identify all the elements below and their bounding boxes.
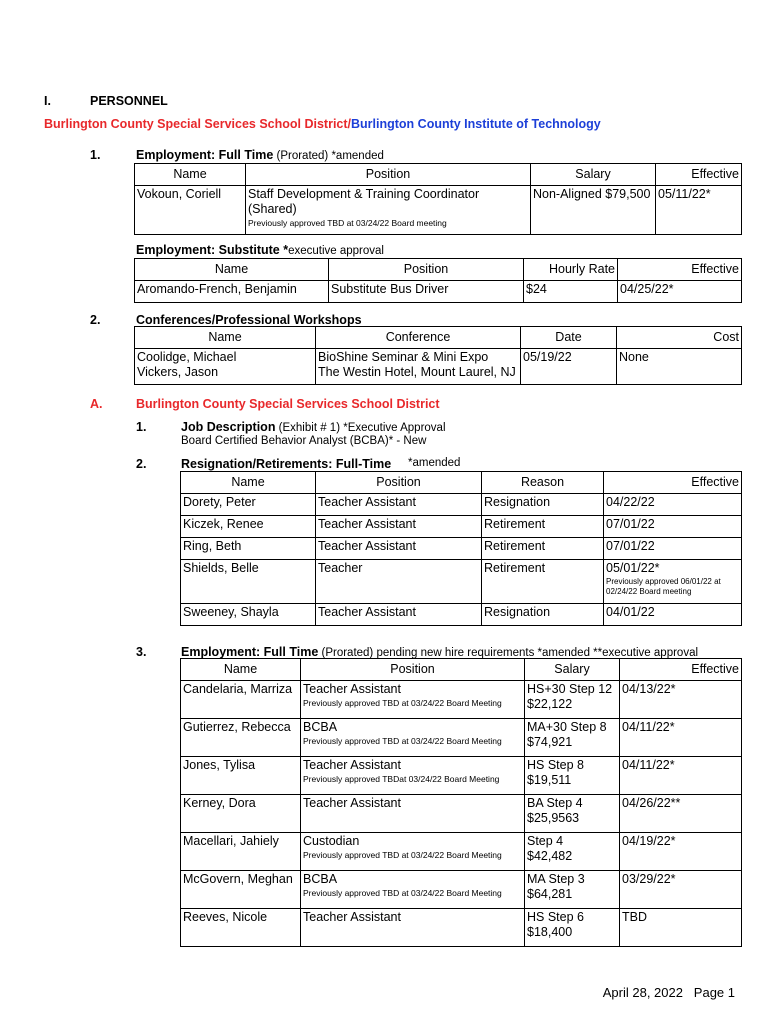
table-row — [135, 349, 742, 385]
page-footer: April 28, 2022 Page 1 — [602, 985, 735, 1000]
previous-approval-note: Previously approved TBD at 03/24/22 Board meeting — [248, 218, 447, 228]
name-cell: Vokoun, Coriell — [135, 186, 246, 235]
salary-cell — [525, 719, 620, 757]
table-header-row — [181, 659, 742, 681]
substitute-table — [134, 258, 742, 303]
name-cell: Sweeney, Shayla — [181, 604, 316, 626]
previous-approval-note: Previously approved TBD at 03/24/22 Board Meeting — [303, 736, 502, 746]
employment-table — [180, 658, 742, 947]
section-title: PERSONNEL — [90, 94, 168, 108]
table-row — [181, 871, 742, 909]
position-text: Teacher Assistant — [303, 796, 401, 810]
position-text: Teacher Assistant — [303, 758, 401, 772]
item1-table — [134, 163, 742, 235]
name-cell: Kerney, Dora — [181, 795, 301, 833]
position-cell: Teacher Assistant — [316, 516, 482, 538]
job-description-title: Board Certified Behavior Analyst (BCBA)* - New — [181, 435, 427, 447]
position-text: Staff Development & Training Coordinator (Shared) — [248, 187, 480, 216]
salary-cell — [525, 871, 620, 909]
reason-cell: Retirement — [482, 538, 604, 560]
table-row — [181, 833, 742, 871]
substitute-heading: Employment: Substitute * — [136, 243, 289, 257]
effective-cell: 04/01/22 — [604, 604, 742, 626]
column-header: Position — [246, 164, 531, 186]
position-cell — [301, 871, 525, 909]
position-cell — [301, 909, 525, 947]
table-header-row — [181, 472, 742, 494]
position-cell: Teacher — [316, 560, 482, 604]
reason-cell: Retirement — [482, 560, 604, 604]
resignations-qualifier: *amended — [408, 457, 461, 469]
substitute-qualifier: executive approval — [288, 245, 384, 257]
district-line-part1: Burlington County Special Services School District/ — [44, 117, 352, 131]
column-header: Effective — [656, 164, 742, 186]
table-row — [181, 516, 742, 538]
table-row — [181, 757, 742, 795]
salary-cell — [525, 795, 620, 833]
salary-step: BA Step 4 — [527, 796, 583, 810]
column-header: Name — [135, 259, 329, 281]
table-row — [181, 494, 742, 516]
name-cell: Aromando-French, Benjamin — [135, 281, 329, 303]
job-description-heading: Job Description — [181, 420, 276, 434]
job-description-detail: (Exhibit # 1) *Executive Approval — [275, 422, 446, 434]
section-a-letter: A. — [90, 397, 103, 411]
position-cell — [301, 681, 525, 719]
section-numeral: I. — [44, 94, 51, 108]
salary-step: HS Step 8 — [527, 758, 584, 772]
job-description-number: 1. — [136, 420, 147, 434]
conference-cell — [316, 349, 521, 385]
name-cell: Jones, Tylisa — [181, 757, 301, 795]
table-header-row — [135, 327, 742, 349]
column-header: Position — [301, 659, 525, 681]
effective-cell: 03/29/22* — [620, 871, 742, 909]
salary-step: MA+30 Step 8 — [527, 720, 607, 734]
employment-qualifier: (Prorated) pending new hire requirements *amended **executive approval — [318, 647, 699, 659]
section-a-title: Burlington County Special Services School District — [136, 397, 440, 411]
table-row — [181, 909, 742, 947]
previous-approval-note: Previously approved TBD at 03/24/22 Board Meeting — [303, 888, 502, 898]
employment-number: 3. — [136, 645, 147, 659]
column-header: Name — [135, 327, 316, 349]
name-cell: Macellari, Jahiely — [181, 833, 301, 871]
position-cell — [301, 795, 525, 833]
employment-heading-line — [181, 645, 698, 659]
attendee-name: Coolidge, Michael — [137, 350, 237, 364]
name-cell: McGovern, Meghan — [181, 871, 301, 909]
salary-cell: Non-Aligned $79,500 — [531, 186, 656, 235]
name-cell: Candelaria, Marriza — [181, 681, 301, 719]
position-text: Custodian — [303, 834, 360, 848]
salary-amount: $22,122 — [527, 697, 573, 711]
salary-amount: $42,482 — [527, 849, 573, 863]
reason-cell: Retirement — [482, 516, 604, 538]
item1-number: 1. — [90, 148, 101, 162]
previous-approval-note: Previously approved TBDat 03/24/22 Board Meeting — [303, 774, 500, 784]
name-cell: Dorety, Peter — [181, 494, 316, 516]
column-header: Conference — [316, 327, 521, 349]
effective-cell: 05/11/22* — [656, 186, 742, 235]
table-row — [135, 186, 742, 235]
name-cell: Ring, Beth — [181, 538, 316, 560]
column-header: Effective — [604, 472, 742, 494]
name-cell: Reeves, Nicole — [181, 909, 301, 947]
name-cell: Kiczek, Renee — [181, 516, 316, 538]
effective-cell: 04/13/22* — [620, 681, 742, 719]
effective-cell: 04/26/22** — [620, 795, 742, 833]
effective-cell: TBD — [620, 909, 742, 947]
effective-cell: 04/22/22 — [604, 494, 742, 516]
table-row — [181, 795, 742, 833]
substitute-heading-line — [136, 243, 384, 257]
conference-name: BioShine Seminar & Mini Expo — [318, 350, 489, 364]
attendee-name: Vickers, Jason — [137, 365, 219, 379]
position-text: Teacher Assistant — [303, 682, 401, 696]
previous-approval-note: Previously approved TBD at 03/24/22 Board Meeting — [303, 698, 502, 708]
effective-cell — [604, 560, 742, 604]
job-description-line — [181, 420, 446, 434]
position-cell — [246, 186, 531, 235]
salary-cell — [525, 681, 620, 719]
salary-amount: $64,281 — [527, 887, 573, 901]
position-cell: Teacher Assistant — [316, 604, 482, 626]
column-header: Position — [316, 472, 482, 494]
name-cell: Shields, Belle — [181, 560, 316, 604]
salary-cell — [525, 757, 620, 795]
item1-heading: Employment: Full Time — [136, 148, 274, 162]
resignations-heading: Resignation/Retirements: Full-Time — [181, 457, 392, 471]
table-header-row — [135, 164, 742, 186]
rate-cell: $24 — [524, 281, 618, 303]
employment-heading: Employment: Full Time — [181, 645, 319, 659]
position-text: BCBA — [303, 720, 338, 734]
column-header: Effective — [620, 659, 742, 681]
position-cell — [301, 833, 525, 871]
date-cell: 05/19/22 — [521, 349, 617, 385]
effective-cell: 07/01/22 — [604, 538, 742, 560]
column-header: Effective — [618, 259, 742, 281]
table-header-row — [135, 259, 742, 281]
column-header: Salary — [525, 659, 620, 681]
salary-step: HS+30 Step 12 — [527, 682, 613, 696]
item1-qualifier: (Prorated) *amended — [273, 150, 384, 162]
position-cell: Teacher Assistant — [316, 538, 482, 560]
resignations-table — [180, 471, 742, 626]
column-header: Hourly Rate — [524, 259, 618, 281]
position-text: Teacher Assistant — [303, 910, 401, 924]
salary-cell — [525, 833, 620, 871]
reason-cell: Resignation — [482, 604, 604, 626]
table-row — [181, 604, 742, 626]
salary-amount: $25,9563 — [527, 811, 580, 825]
column-header: Name — [135, 164, 246, 186]
position-cell: Substitute Bus Driver — [329, 281, 524, 303]
item2-heading: Conferences/Professional Workshops — [136, 313, 362, 327]
name-cell: Gutierrez, Rebecca — [181, 719, 301, 757]
table-row — [181, 538, 742, 560]
previous-approval-note: Previously approved TBD at 03/24/22 Board Meeting — [303, 850, 502, 860]
conference-location: The Westin Hotel, Mount Laurel, NJ — [318, 365, 516, 379]
district-line-part2: Burlington County Institute of Technology — [351, 117, 601, 131]
column-header: Date — [521, 327, 617, 349]
column-header: Name — [181, 659, 301, 681]
item2-number: 2. — [90, 313, 101, 327]
salary-step: Step 4 — [527, 834, 564, 848]
names-cell — [135, 349, 316, 385]
salary-amount: $74,921 — [527, 735, 573, 749]
position-text: BCBA — [303, 872, 338, 886]
column-header: Reason — [482, 472, 604, 494]
salary-amount: $18,400 — [527, 925, 573, 939]
reason-cell: Resignation — [482, 494, 604, 516]
table-row — [181, 719, 742, 757]
position-cell — [301, 757, 525, 795]
conferences-table — [134, 326, 742, 385]
salary-cell — [525, 909, 620, 947]
column-header: Salary — [531, 164, 656, 186]
previous-approval-note: Previously approved 06/01/22 at 02/24/22 Board meeting — [606, 577, 721, 596]
salary-step: HS Step 6 — [527, 910, 584, 924]
salary-amount: $19,511 — [527, 773, 572, 787]
column-header: Position — [329, 259, 524, 281]
table-row — [135, 281, 742, 303]
salary-step: MA Step 3 — [527, 872, 585, 886]
effective-cell: 07/01/22 — [604, 516, 742, 538]
effective-cell: 04/11/22* — [620, 719, 742, 757]
column-header: Name — [181, 472, 316, 494]
resignations-number: 2. — [136, 457, 147, 471]
column-header: Cost — [617, 327, 742, 349]
effective-date: 05/01/22* — [606, 561, 660, 575]
effective-cell: 04/25/22* — [618, 281, 742, 303]
position-cell — [301, 719, 525, 757]
cost-cell: None — [617, 349, 742, 385]
effective-cell: 04/11/22* — [620, 757, 742, 795]
table-row — [181, 681, 742, 719]
effective-cell: 04/19/22* — [620, 833, 742, 871]
district-line — [44, 117, 601, 131]
item1-heading-line — [136, 148, 384, 162]
position-cell: Teacher Assistant — [316, 494, 482, 516]
table-row — [181, 560, 742, 604]
